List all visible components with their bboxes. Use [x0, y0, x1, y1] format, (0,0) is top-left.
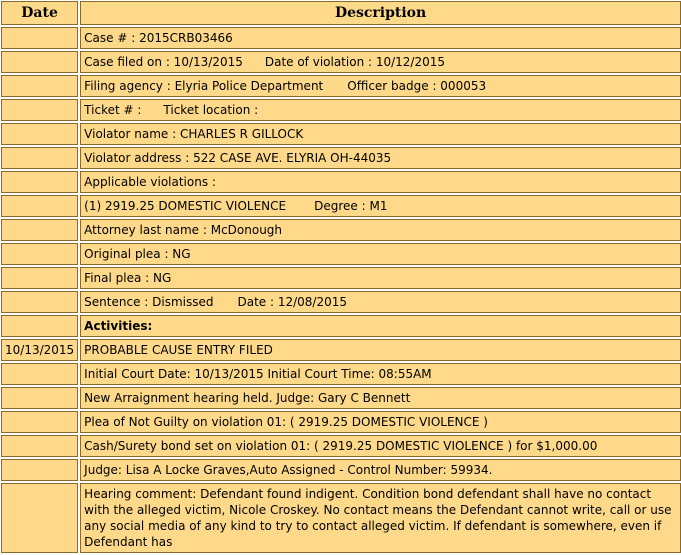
date-cell	[1, 267, 78, 289]
date-cell	[1, 243, 78, 265]
activity-row	[1, 339, 681, 361]
activities-heading: Activities:	[80, 315, 681, 337]
date-cell	[1, 147, 78, 169]
filing-agency: Filing agency : Elyria Police Department	[84, 79, 324, 93]
date-cell	[1, 75, 78, 97]
filed-row	[1, 51, 681, 73]
date-cell	[1, 291, 78, 313]
ticket-location: Ticket location :	[163, 103, 259, 117]
applicable-violations: Applicable violations :	[80, 171, 681, 193]
applicable-violations-row	[1, 171, 681, 193]
violator-name: Violator name : CHARLES R GILLOCK	[80, 123, 681, 145]
activity-date	[1, 483, 78, 553]
date-cell	[1, 315, 78, 337]
officer-badge: Officer badge : 000053	[347, 79, 487, 93]
activity-row	[1, 387, 681, 409]
activity-text: Hearing comment: Defendant found indigent. Condition bond defendant shall have no contact with the alleged victim, Nicole Croskey. No contact means the Defendant cannot write, call or use any social media of any kind to try to contact alleged victim. If defendant is somewhere, even if Defendant has	[80, 483, 681, 553]
activity-text: Plea of Not Guilty on violation 01: ( 2919.25 DOMESTIC VIOLENCE )	[80, 411, 681, 433]
date-cell	[1, 219, 78, 241]
activity-text: Judge: Lisa A Locke Graves,Auto Assigned - Control Number: 59934.	[80, 459, 681, 481]
sentence-date: Date : 12/08/2015	[237, 295, 348, 309]
ticket-number: Ticket # :	[84, 103, 142, 117]
activity-date: 10/13/2015	[1, 339, 78, 361]
case-number: Case # : 2015CRB03466	[80, 27, 681, 49]
ticket-row	[1, 99, 681, 121]
attorney-row	[1, 219, 681, 241]
activity-date	[1, 363, 78, 385]
filed-on: Case filed on : 10/13/2015	[84, 55, 243, 69]
agency-row	[1, 75, 681, 97]
date-cell	[1, 195, 78, 217]
original-plea: Original plea : NG	[80, 243, 681, 265]
sentence-row	[1, 291, 681, 313]
activity-date	[1, 459, 78, 481]
date-cell	[1, 51, 78, 73]
date-cell	[1, 123, 78, 145]
date-cell	[1, 27, 78, 49]
ticket-cell	[80, 99, 681, 121]
activity-row	[1, 363, 681, 385]
activity-date	[1, 435, 78, 457]
violator-address-row	[1, 147, 681, 169]
violation-cell	[80, 195, 681, 217]
header-row	[1, 1, 681, 25]
activity-date	[1, 387, 78, 409]
sentence-cell	[80, 291, 681, 313]
activity-text: Cash/Surety bond set on violation 01: ( 2919.25 DOMESTIC VIOLENCE ) for $1,000.00	[80, 435, 681, 457]
activity-row	[1, 411, 681, 433]
violator-address: Violator address : 522 CASE AVE. ELYRIA OH-44035	[80, 147, 681, 169]
filed-cell	[80, 51, 681, 73]
original-plea-row	[1, 243, 681, 265]
date-header: Date	[1, 1, 78, 25]
activity-row	[1, 483, 681, 553]
activity-row	[1, 459, 681, 481]
agency-cell	[80, 75, 681, 97]
case-number-row	[1, 27, 681, 49]
date-cell	[1, 99, 78, 121]
degree: Degree : M1	[314, 199, 388, 213]
activity-text: PROBABLE CAUSE ENTRY FILED	[80, 339, 681, 361]
date-of-violation: Date of violation : 10/12/2015	[264, 55, 446, 69]
sentence: Sentence : Dismissed	[84, 295, 214, 309]
final-plea: Final plea : NG	[80, 267, 681, 289]
activity-text: New Arraignment hearing held. Judge: Gary C Bennett	[80, 387, 681, 409]
violation-row	[1, 195, 681, 217]
attorney: Attorney last name : McDonough	[80, 219, 681, 241]
description-header: Description	[80, 1, 681, 25]
activities-heading-row	[1, 315, 681, 337]
activity-text: Initial Court Date: 10/13/2015 Initial Court Time: 08:55AM	[80, 363, 681, 385]
date-cell	[1, 171, 78, 193]
violator-name-row	[1, 123, 681, 145]
final-plea-row	[1, 267, 681, 289]
violation: (1) 2919.25 DOMESTIC VIOLENCE	[84, 199, 287, 213]
activity-date	[1, 411, 78, 433]
activity-row	[1, 435, 681, 457]
